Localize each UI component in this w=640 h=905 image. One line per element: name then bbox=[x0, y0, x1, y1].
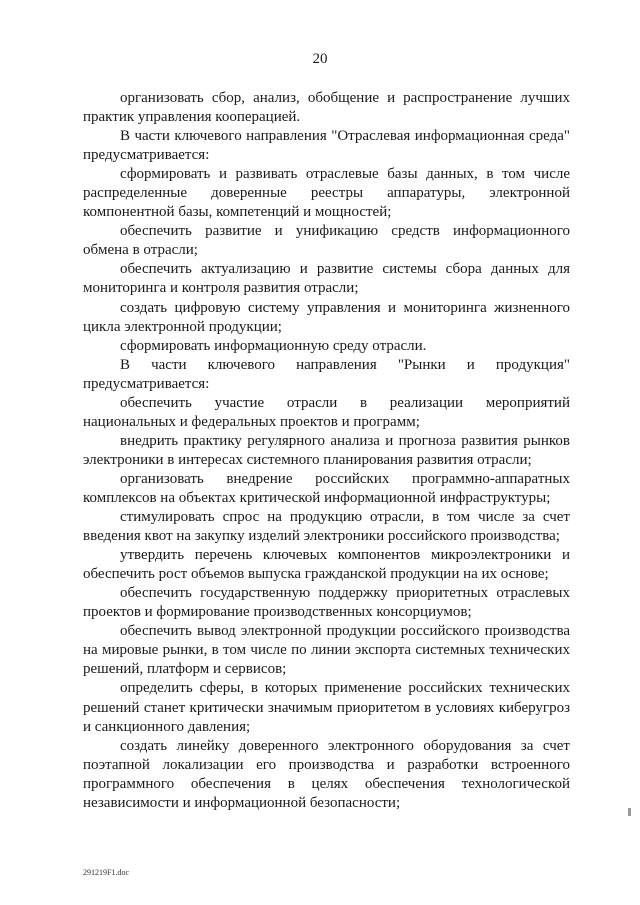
paragraph-16: определить сферы, в которых применение российских технических решений станет критически значимым приоритетом в условиях киберугроз и санкционного давления; bbox=[83, 680, 570, 735]
paragraph-9: обеспечить участие отрасли в реализации мероприятий национальных и федеральных проектов и программ; bbox=[83, 394, 570, 430]
paragraph-17: создать линейку доверенного электронного оборудования за счет поэтапной локализации его производства и разработки встроенного программного обеспечения в целях обеспечения технологической независимости и информационной безопасности; bbox=[83, 737, 570, 811]
page-number: 20 bbox=[312, 51, 328, 67]
paragraph-5: обеспечить актуализацию и развитие системы сбора данных для мониторинга и контроля развития отрасли; bbox=[83, 261, 570, 297]
paragraph-3: сформировать и развивать отраслевые базы данных, в том числе распределенные доверенные реестры аппаратуры, электронной компонентной базы, компетенций и мощностей; bbox=[83, 166, 570, 221]
paragraph-6: создать цифровую систему управления и мониторинга жизненного цикла электронной продукции; bbox=[83, 299, 570, 335]
paragraph-14: обеспечить государственную поддержку приоритетных отраслевых проектов и формирование производственных консорциумов; bbox=[83, 585, 570, 621]
paragraph-12: стимулировать спрос на продукцию отрасли, в том числе за счет введения квот на закупку изделий электроники российского производства; bbox=[83, 509, 570, 545]
paragraph-7: сформировать информационную среду отрасли. bbox=[120, 337, 427, 354]
paragraph-2: В части ключевого направления "Отраслевая информационная среда" предусматривается: bbox=[83, 128, 570, 164]
document-body bbox=[83, 89, 570, 813]
paragraph-10: внедрить практику регулярного анализа и прогноза развития рынков электроники в интересах системного планирования развития отрасли; bbox=[83, 432, 570, 468]
paragraph-8: В части ключевого направления "Рынки и продукция" предусматривается: bbox=[83, 356, 570, 392]
paragraph-13: утвердить перечень ключевых компонентов микроэлектроники и обеспечить рост объемов выпуска гражданской продукции на их основе; bbox=[83, 547, 570, 583]
scan-artifact-mark bbox=[628, 808, 631, 816]
paragraph-1: организовать сбор, анализ, обобщение и распространение лучших практик управления кооперацией. bbox=[83, 90, 570, 126]
paragraph-15: обеспечить вывод электронной продукции российского производства на мировые рынки, в том числе по линии экспорта системных технических решений, платформ и сервисов; bbox=[83, 623, 570, 678]
paragraph-11: организовать внедрение российских программно-аппаратных комплексов на объектах критической информационной инфраструктуры; bbox=[83, 470, 570, 506]
file-name-footer: 291219F1.doc bbox=[83, 868, 129, 877]
paragraph-4: обеспечить развитие и унификацию средств информационного обмена в отрасли; bbox=[83, 223, 570, 259]
